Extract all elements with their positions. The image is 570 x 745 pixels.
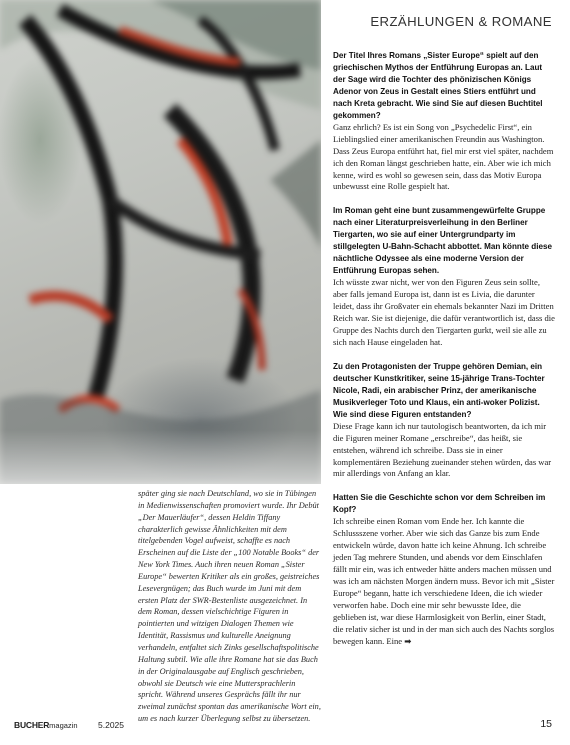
question-3: Zu den Protagonisten der Truppe gehören Demian, ein deutscher Kunstkritiker, seine 15-jährige Trans-Tochter Nicole, Radi, ein arabischer Prinz, der amerikanische Musikverleger Toto und Klaus, ein anti-woker Polizist. Wie sind diese Figuren entstanden? bbox=[333, 361, 545, 419]
answer-2: Ich wüsste zwar nicht, wer von den Figuren Zeus sein sollte, aber falls jemand Europa ist, dann ist es Livia, die darunter leidet, dass ihr Großvater ein ehemals bekannter Nazi im Dritten Reich war. Sie ist diejenige, die dafür verantwortlich ist, dass die Gruppe des Nachts durch den Tiergarten gurkt, weil sie alle zu sich nach Hause eingeladen hat. bbox=[333, 277, 555, 347]
page-number: 15 bbox=[540, 718, 552, 730]
question-2: Im Roman geht eine bunt zusammengewürfelte Gruppe nach einer Literaturpreisverleihung in den Berliner Tiergarten, wo sie auf einer Untergrundparty im stillgelegten U-Bahn-Schacht abbottet. Man könnte diese nächtliche Odyssee als eine moderne Version der Entführung Europas sehen. bbox=[333, 206, 553, 276]
author-bio-column bbox=[138, 488, 322, 725]
answer-1: Ganz ehrlich? Es ist ein Song von „Psychedelic First“, ein Lieblingslied einer amerikanischen Freundin aus Washington. Dass Zeus Europa entführt hat, fiel mir erst viel später, nachdem ich den Roman längst geschrieben hatte, ein. Aber wie ich mich kenne, wird es wohl so gewesen sein, dass das Motiv Europa unbewusst eine Rolle gespielt hat. bbox=[333, 121, 554, 192]
graffiti-shapes bbox=[0, 0, 321, 484]
logo-bold: BUCHER bbox=[14, 720, 50, 730]
answer-3: Diese Frage kann ich nur tautologisch beantworten, da ich mir die Figuren meiner Romane „erschreibe“, das heißt, sie entstehen, während ich schreibe. Dass sie in einer komplementären Beziehung zueinander stehen würden, das war mir allerdings von Anfang an klar. bbox=[333, 420, 552, 479]
continue-arrow-icon: ➡ bbox=[404, 636, 412, 647]
interview-column bbox=[333, 50, 555, 649]
logo-small: magazin bbox=[49, 721, 78, 730]
question-4: Hatten Sie die Geschichte schon vor dem Schreiben im Kopf? bbox=[333, 493, 546, 515]
question-1: Der Titel Ihres Romans „Sister Europe“ spielt auf den griechischen Mythos der Entführung Europas an. Laut der Sage wird die Tochter des phönizischen Königs Adenor von Zeus in Gestalt eines Stiers entführt und nach Kreta gebracht. Wie sind Sie auf diesen Buchtitel gekommen? bbox=[333, 51, 543, 120]
author-bio-text: später ging sie nach Deutschland, wo sie in Tübingen in Medienwissenschaften promoviert wurde. Ihr Debüt „Der Mauerläufer“, dessen Heldin Tiffany charakterlich gewisse Ähnlichkeiten mit dem titelgebenden Vogel aufweist, schaffte es nach Erscheinen auf die Liste der „100 Notable Books“ der New York Times. Auch ihren neuen Roman „Sister Europe“ bewerten Kritiker als ein großes, geistreiches Lesevergnügen; das Buch wurde im Juni mit dem ersten Platz der SWR-Bestenliste ausgezeichnet. In dem Roman, dessen vielschichtige Figuren in pointierten und witzigen Dialogen Themen wie Identität, Rassismus und kulturelle Aneignung verhandeln, entfaltet sich Zinks gesellschaftspolitische Haltung subtil. Wie alle ihre Romane hat sie das Buch in der Originalausgabe auf Englisch geschrieben, obwohl sie Deutsch wie eine Muttersprachlerin spricht. Während unseres Gesprächs fällt ihr nur zweimal zunächst spontan das amerikanische Wort ein, um es nach kurzer Überlegung selbst zu übersetzen. bbox=[138, 489, 321, 724]
issue-number: 5.2025 bbox=[98, 720, 124, 730]
graffiti-photo bbox=[0, 0, 321, 484]
answer-4 bbox=[333, 516, 555, 648]
photo-fade bbox=[0, 430, 321, 484]
magazine-logo bbox=[14, 720, 78, 730]
answer-4-text: Ich schreibe einen Roman vom Ende her. Ich kannte die Schlussszene vorher. Aber wie sich das Ganze bis zum Ende entwickeln würde, davon hatte ich keine Ahnung. Ich schreibe jeden Tag mehrere Stunden, und abends vor dem Einschlafen fällt mir ein, was ich entweder hätte anders machen müssen und was ich am nächsten Morgen ändern muss. Bevor ich mit „Sister Europe“ begann, hatte ich verschiedene Ideen, die ich wieder verworfen habe. Doch eine mir sehr bewusste Idee, die geblieben ist, war diese Harmlosigkeit von Berlin, einer Stadt, die relativ sicher ist und in der man sich auch des Nachts sorglos bewegen kann. Eine bbox=[333, 516, 555, 646]
section-title: ERZÄHLUNGEN & ROMANE bbox=[370, 14, 552, 29]
